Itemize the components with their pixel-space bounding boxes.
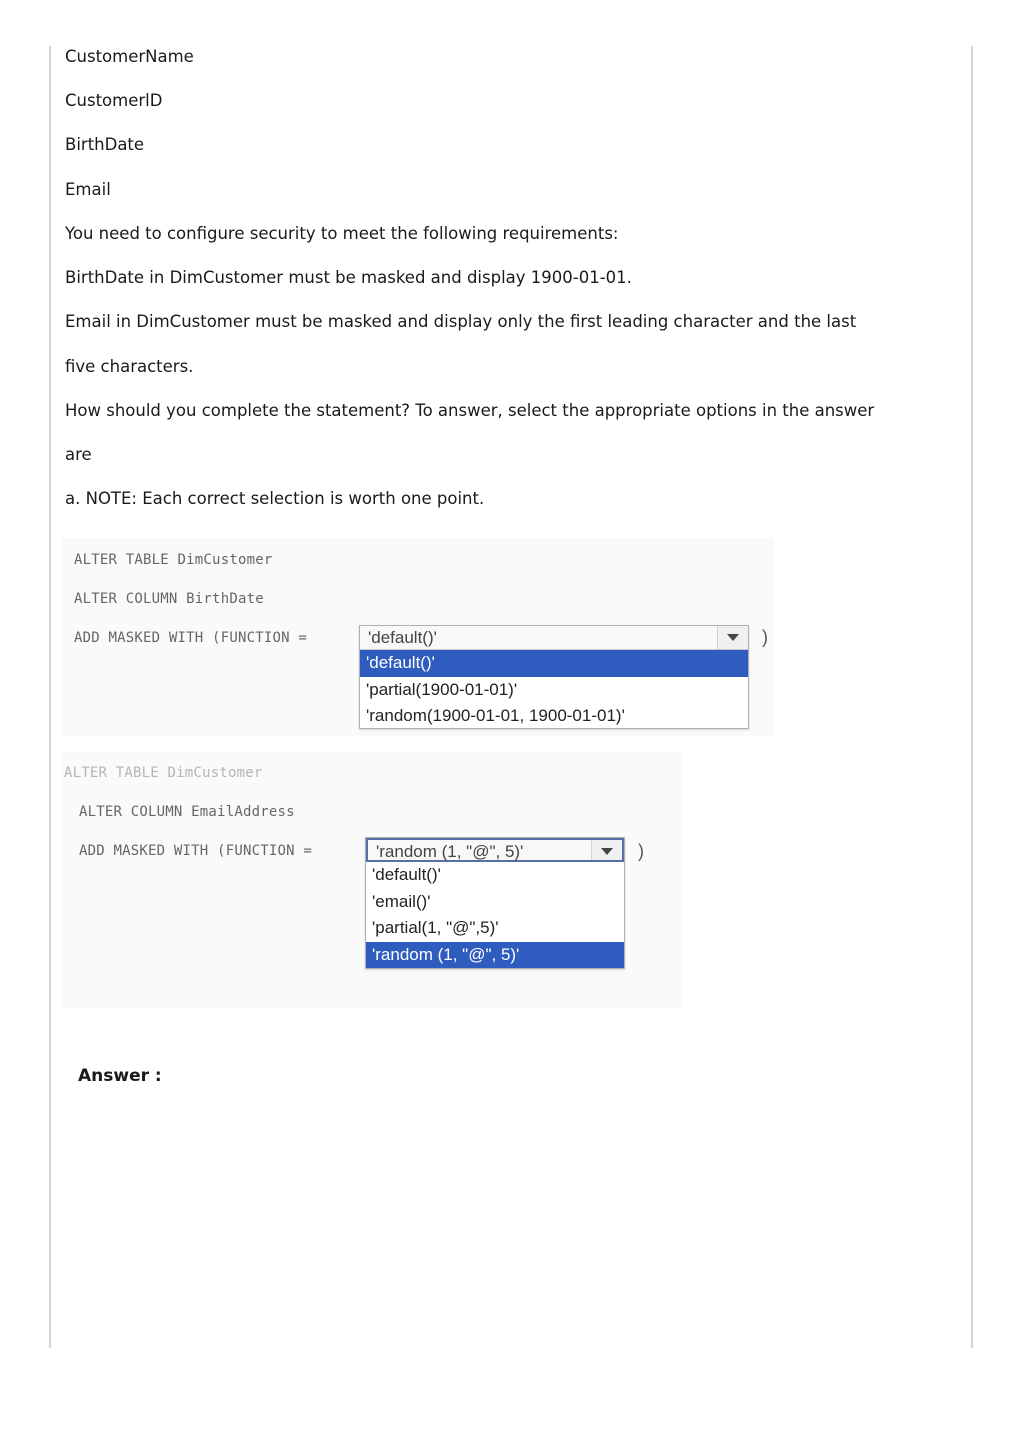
email-function-dropdown[interactable] (365, 837, 625, 969)
paragraph: CustomerName (65, 47, 194, 66)
code-line: ALTER TABLE DimCustomer (74, 552, 273, 568)
paragraph: How should you complete the statement? To answer, select the appropriate options in the answer (65, 401, 875, 420)
dropdown-option[interactable]: 'partial(1900-01-01)' (366, 679, 518, 699)
paragraph: a. NOTE: Each correct selection is worth one point. (65, 489, 485, 508)
dropdown-option[interactable]: 'email()' (372, 891, 431, 911)
code-line: ADD MASKED WITH (FUNCTION = (74, 630, 307, 646)
closing-paren: ) (638, 841, 644, 861)
chevron-down-icon[interactable] (591, 840, 622, 860)
code-line: ALTER TABLE DimCustomer (64, 765, 263, 781)
code-line: ALTER COLUMN BirthDate (74, 591, 264, 607)
closing-paren: ) (762, 627, 768, 647)
code-line: ADD MASKED WITH (FUNCTION = (79, 843, 312, 859)
paragraph: Email in DimCustomer must be masked and display only the first leading character and the last (65, 312, 857, 331)
page-right-border (971, 46, 973, 1348)
paragraph: BirthDate (65, 135, 145, 154)
dropdown-option[interactable]: 'default()' (360, 650, 748, 677)
paragraph: You need to configure security to meet the following requirements: (65, 224, 619, 243)
dropdown-option[interactable]: 'partial(1, "@",5)' (372, 918, 499, 937)
dropdown-option[interactable]: 'random(1900-01-01, 1900-01-01)' (366, 706, 625, 725)
paragraph: CustomerlD (65, 91, 163, 110)
answer-label: Answer : (78, 1066, 162, 1086)
dropdown-option[interactable]: 'default()' (372, 865, 441, 884)
dropdown-option[interactable]: 'random (1, "@", 5)' (366, 942, 624, 969)
code-line: ALTER COLUMN EmailAddress (79, 804, 295, 820)
paragraph: are (65, 445, 92, 464)
page-left-border (49, 46, 51, 1348)
dropdown-current-value[interactable]: 'default()' (360, 626, 748, 650)
paragraph: five characters. (65, 357, 194, 376)
paragraph: Email (65, 180, 111, 199)
paragraph: BirthDate in DimCustomer must be masked and display 1900-01-01. (65, 268, 632, 287)
dropdown-current-value[interactable]: 'random (1, "@", 5)' (366, 838, 624, 862)
chevron-down-icon[interactable] (717, 626, 748, 649)
birthdate-function-dropdown[interactable] (359, 625, 749, 729)
